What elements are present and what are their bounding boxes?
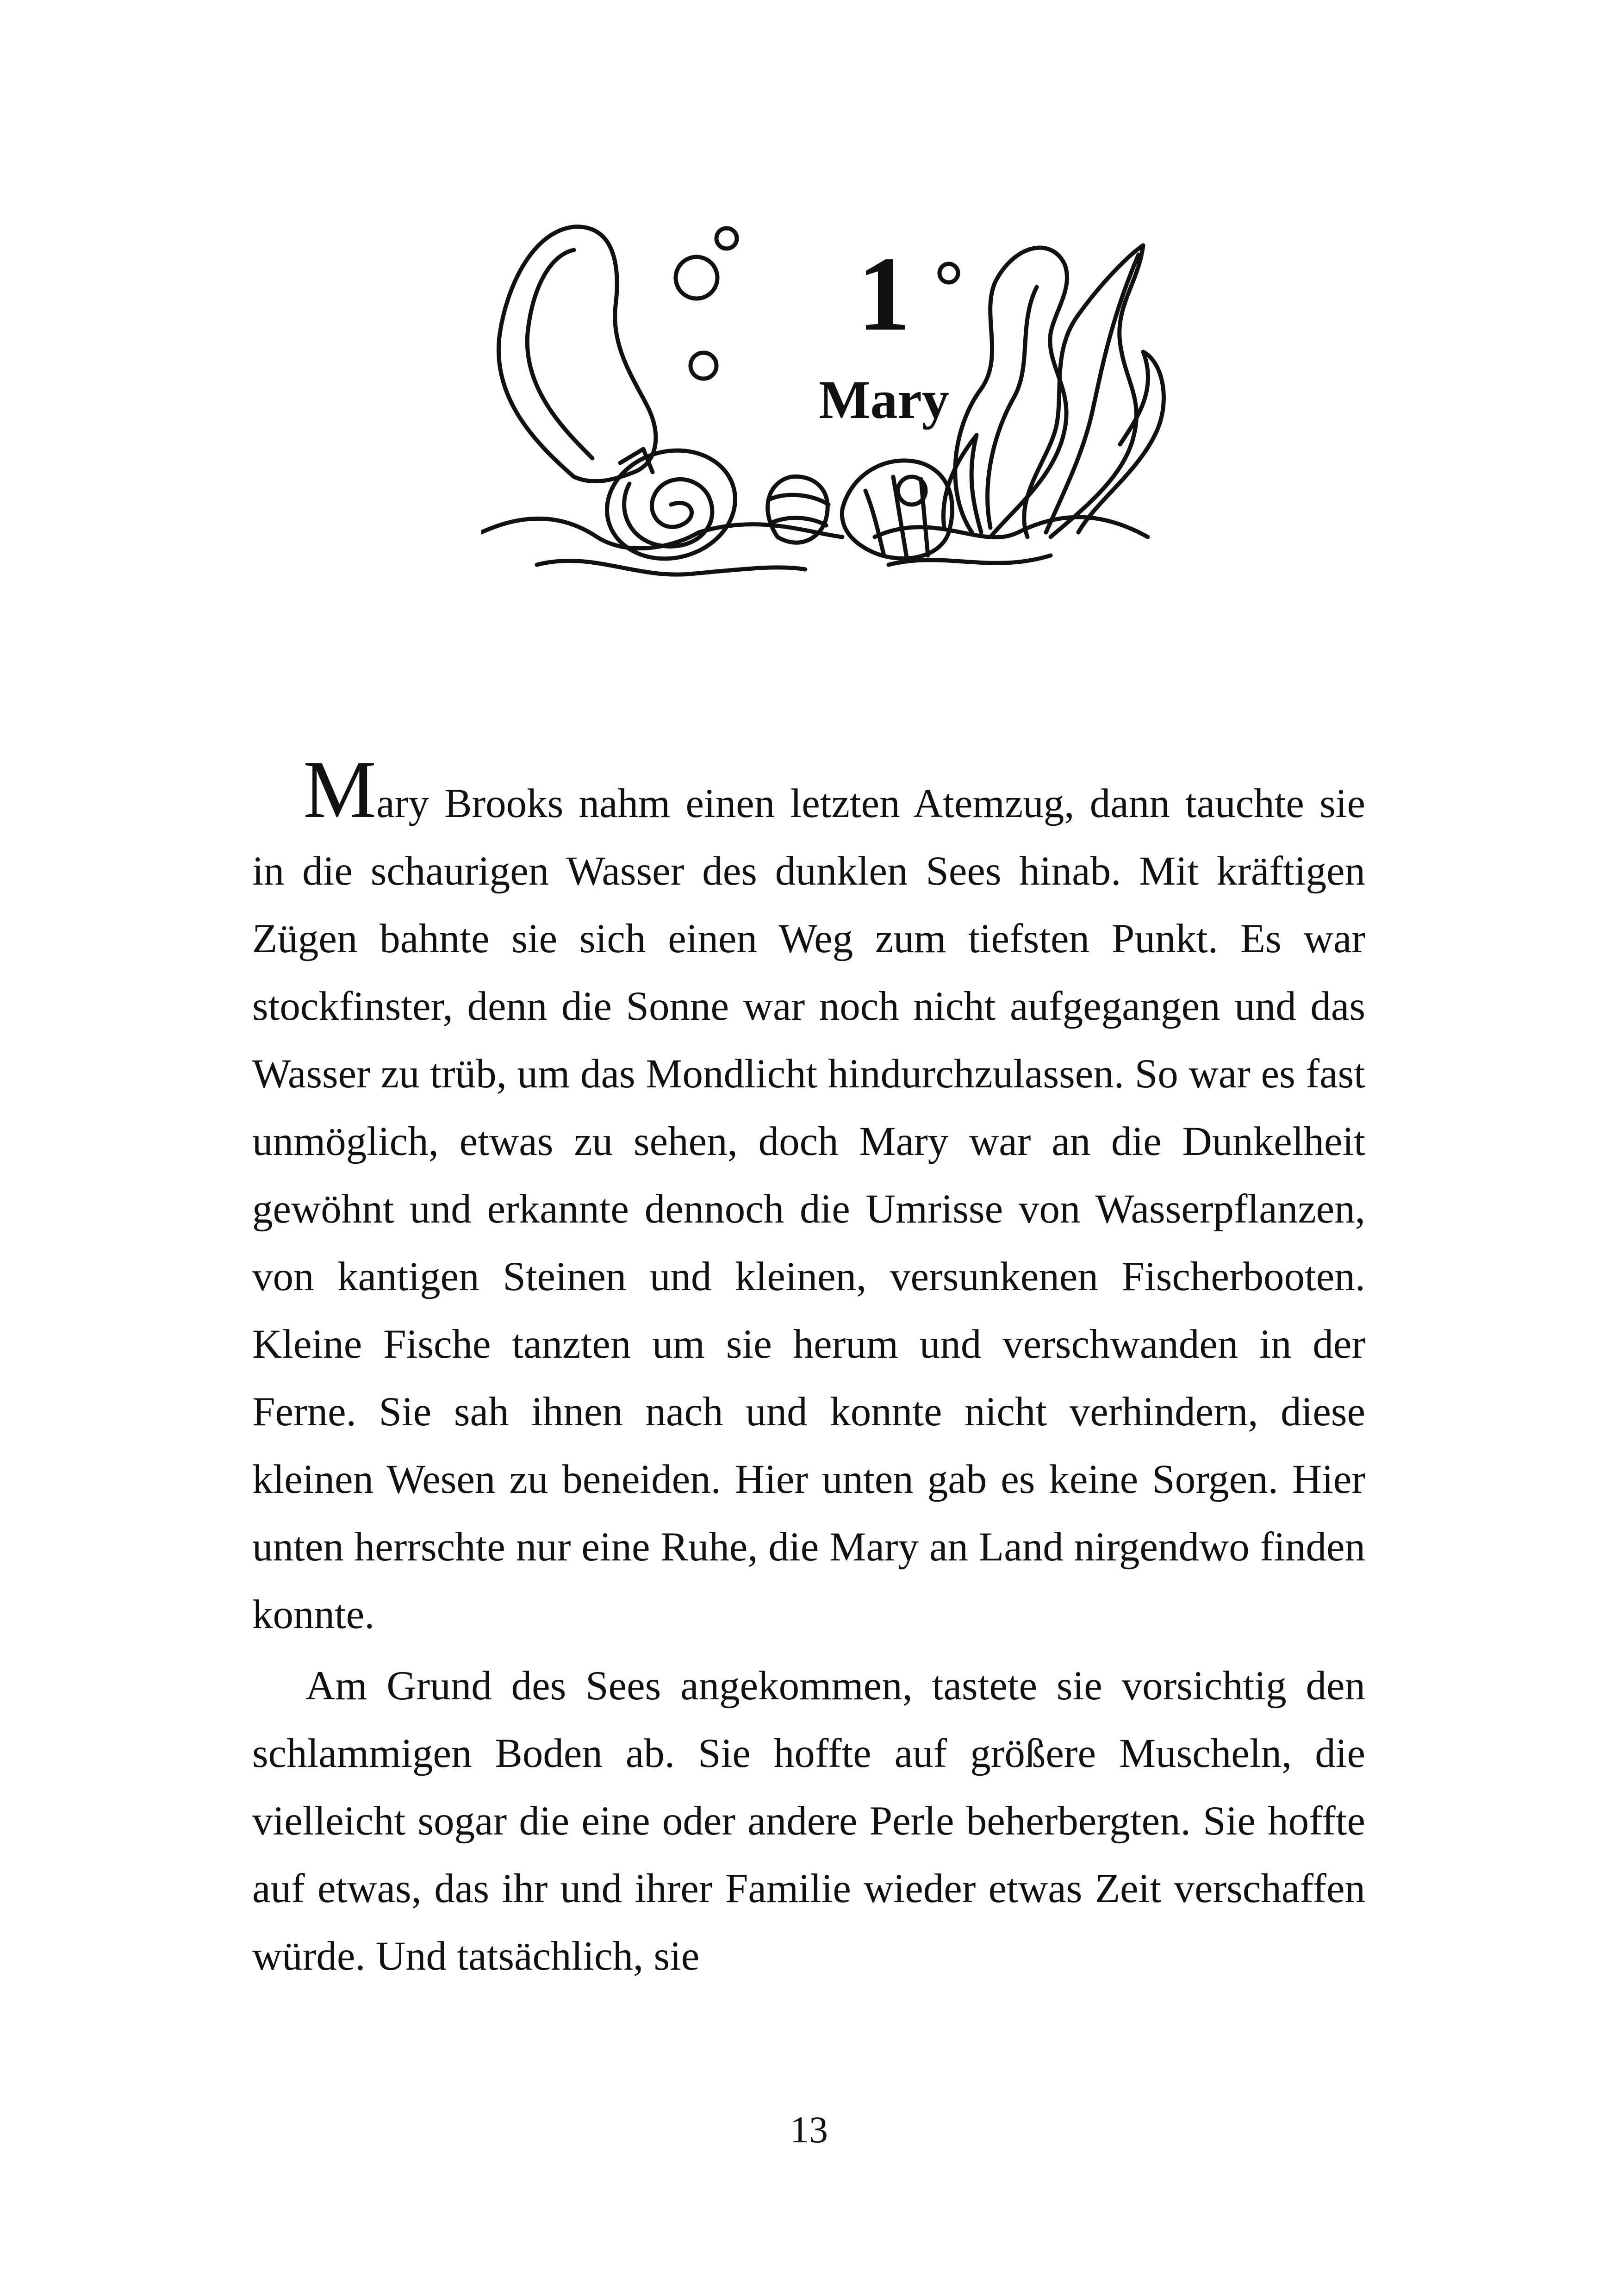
drop-cap: M (303, 743, 377, 835)
ground-wave-line (537, 561, 805, 575)
paragraph: Am Grund des Sees angekommen, tastete sie vorsichtig den schlammigen Boden ab. Sie hoffte auf größere Muscheln, die vielleicht sogar die eine oder andere Perle beherbergten. Sie hoffte auf etwas, das ihr und ihrer Familie wieder etwas Zeit verschaffen würde. Und tatsächlich, sie (252, 1663, 1365, 1979)
chapter-title: Mary (819, 369, 949, 430)
ground-wave-line (875, 517, 1148, 537)
page-number: 13 (790, 2109, 828, 2151)
paragraph-text: ary Brooks nahm einen letzten Atemzug, dann tauchte sie in die schaurigen Wasser des dunklen Sees hinab. Mit kräftigen Zügen bahnte sie sich einen Weg zum tiefsten Punkt. Es war stockfinster, denn die Sonne war noch nicht aufgegangen und das Wasser zu trüb, um das Mondlicht hindurchzulassen. So war es fast unmöglich, etwas zu sehen, doch Mary war an die Dunkelheit gewöhnt und erkannte dennoch die Umrisse von Wasserpflanzen, von kantigen Steinen und kleinen, versunkenen Fischerbooten. Kleine Fische tanzten um sie herum und verschwanden in der Ferne. Sie sah ihnen nach und konnte nicht verhindern, diese kleinen Wesen zu beneiden. Hier unten gab es keine Sorgen. Hier unten herrschte nur eine Ruhe, die Mary an Land nirgendwo finden konnte. (252, 781, 1365, 1637)
ringed-shell (768, 477, 828, 543)
spiral-swirl (624, 479, 712, 546)
chapter-header (481, 213, 1176, 630)
clam-ridge (865, 491, 884, 555)
ringed-shell-band (768, 495, 828, 505)
chapter-body (252, 743, 1365, 1990)
paragraph (252, 743, 1365, 1648)
chapter-number: 1 (857, 235, 911, 353)
clam-ridge (893, 477, 907, 560)
